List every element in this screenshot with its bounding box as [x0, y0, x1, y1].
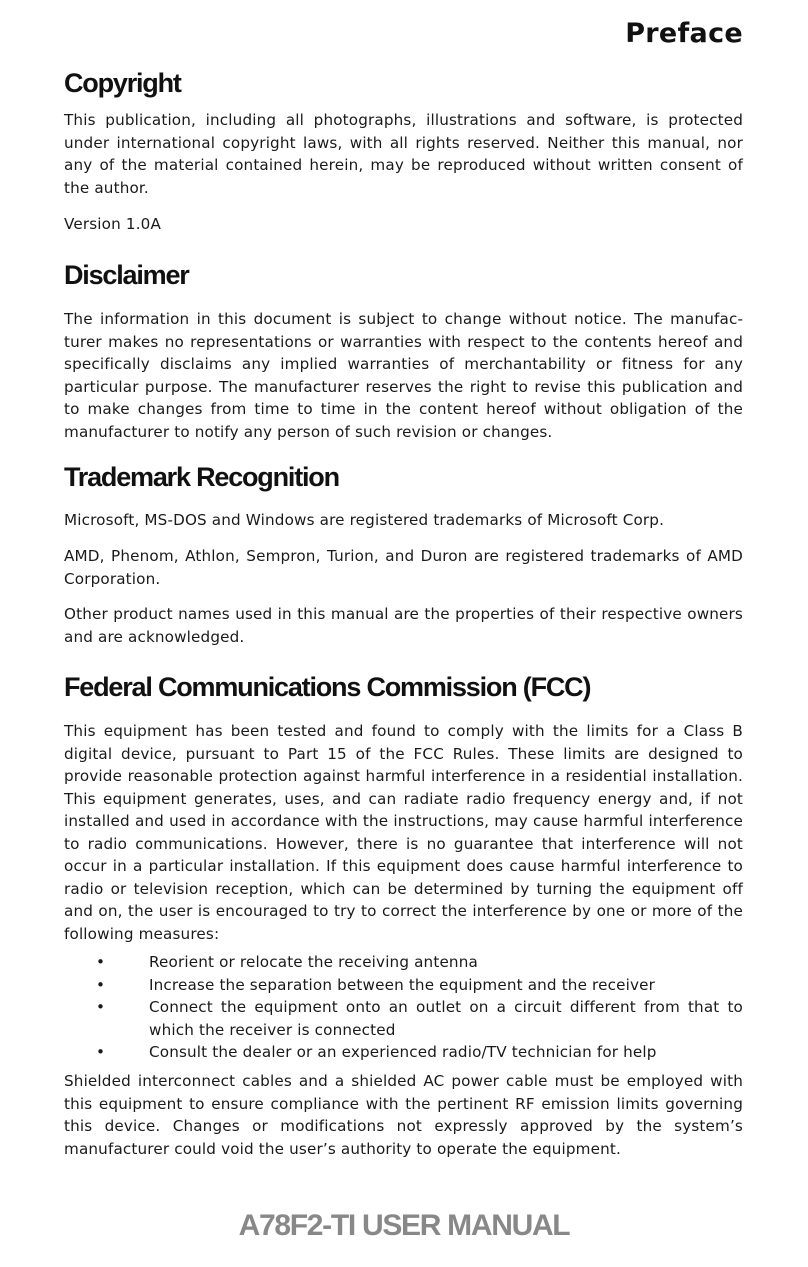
list-item-text: Increase the separation between the equipment and the receiver — [149, 975, 655, 994]
list-item — [64, 951, 743, 974]
bullet-icon: • — [96, 953, 106, 971]
list-item-text: Consult the dealer or an experienced radio/TV technician for help — [149, 1043, 657, 1061]
disclaimer-paragraph: The information in this document is subject to change without notice. The manufacturer makes no representations or warranties with respect to the contents hereof and specifically disclaims any implied warranties of merchantability or fitness for any particular purpose. The manufacturer reserves the right to revise this publication and to make changes from time to time in the content hereof without obligation of the manufacturer to notify any person of such revision or changes. — [64, 310, 743, 441]
fcc-heading: Federal Communications Commission (FCC) — [64, 672, 591, 702]
trademark-paragraph: Microsoft, MS-DOS and Windows are registered trademarks of Microsoft Corp. — [64, 511, 665, 529]
copyright-heading: Copyright — [64, 68, 181, 98]
bullet-icon: • — [96, 998, 106, 1016]
manual-title-footer: A78F2-TI USER MANUAL — [238, 1209, 570, 1242]
running-head: Preface — [625, 18, 743, 49]
bullet-icon: • — [96, 975, 106, 994]
disclaimer-heading: Disclaimer — [64, 260, 189, 290]
list-item-text: Reorient or relocate the receiving antenna — [149, 953, 478, 971]
trademark-paragraph: AMD, Phenom, Athlon, Sempron, Turion, and Duron are registered trademarks of AMD Corporation. — [64, 547, 743, 588]
list-item — [64, 974, 743, 997]
fcc-paragraph: This equipment has been tested and found to comply with the limits for a Class B digital device, pursuant to Part 15 of the FCC Rules. These limits are designed to provide reasonable protection against harmful interference in a residential installation. This equipment generates, uses, and can radiate radio frequency energy and, if not installed and used in accordance with the instructions, may cause harmful interference to radio communications. However, there is no guarantee that interference will not occur in a particular installation. If this equipment does cause harmful interference to radio or television reception, which can be determined by turning the equipment off and on, the user is encouraged to try to correct the interference by one or more of the following measures: — [64, 722, 743, 943]
fcc-closing-paragraph: Shielded interconnect cables and a shielded AC power cable must be employed with this equipment to ensure compliance with the pertinent RF emission limits governing this device. Changes or modifications not expressly approved by the system’s manufacturer could void the user’s authority to operate the equipment. — [64, 1072, 743, 1158]
list-item — [64, 1041, 743, 1064]
trademark-paragraph: Other product names used in this manual are the properties of their respective owners and are acknowledged. — [64, 605, 743, 646]
list-item — [64, 996, 743, 1041]
list-item-text: Connect the equipment onto an outlet on a circuit different from that to which the receiver is connected — [149, 998, 743, 1039]
bullet-icon: • — [96, 1043, 106, 1061]
fcc-measures-list — [64, 951, 743, 1064]
version-text: Version 1.0A — [64, 215, 162, 233]
copyright-paragraph: This publication, including all photographs, illustrations and software, is protected under international copyright laws, with all rights reserved. Neither this manual, nor any of the material contained herein, may be reproduced without written consent of the author. — [64, 111, 743, 197]
trademark-heading: Trademark Recognition — [64, 462, 339, 492]
